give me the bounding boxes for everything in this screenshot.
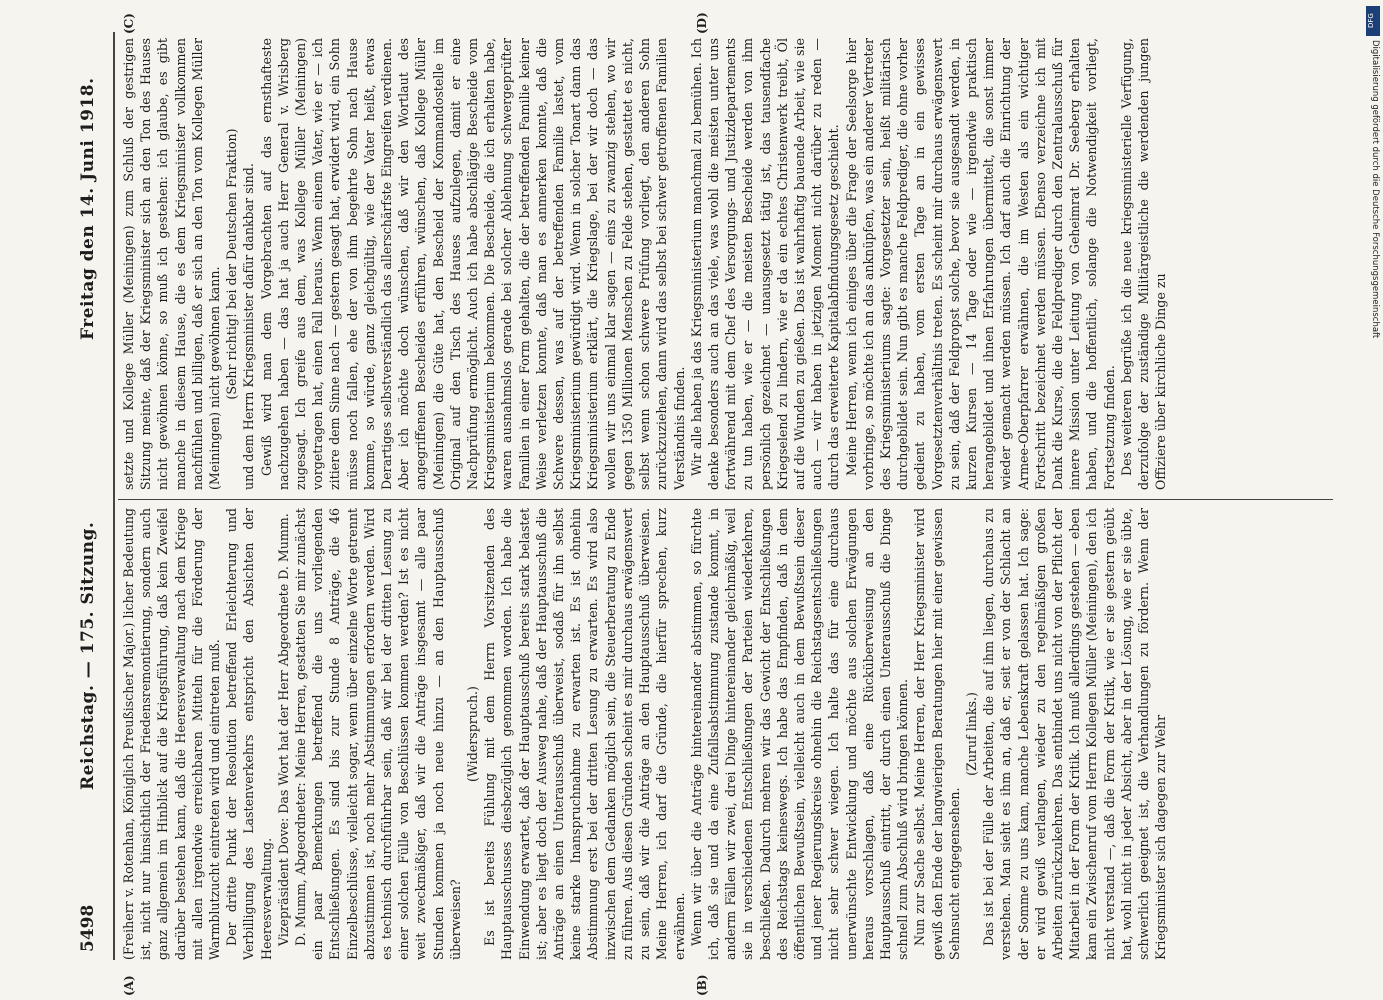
header-rule: [113, 32, 115, 960]
column-divider: [118, 499, 1333, 500]
page-number: 5498: [78, 904, 98, 952]
paragraph: Meine Herren, wenn ich einiges über die Frage der Seelsorge hier vorbringe, so möchte ich an das anknüpfen, was ein anderer Vertreter des Kriegsministeriums sagte: Vorgesetzter sein, heißt militärisch durchgebildet sein. Nun gibt es manche Feldprediger, die ohne vorher gedient zu haben, vom ersten Tage an in ein gewisses Vorgesetztenverhältnis treten. Es scheint mir durchaus erwägenswert zu sein, daß der Feldpropst solche, bevor sie ausgesandt werden, in kurzen Kursen — 14 Tage oder wie — irgendwie praktisch herangebildet und ihnen Erfahrungen übermittelt, die sonst immer wieder gemacht werden müssen. Ich darf auch die Einrichtung der Armee-Oberpfarrer erwähnen, die im Westen als ein wichtiger Fortschritt bezeichnet werden müssen. Ebenso verzeichne ich mit Dank die Kurse, die die Feldprediger durch den Zentralausschuß für innere Mission unter Leitung von Geheimrat Dr. Seeberg erhalten haben, und die hoffentlich, solange die Notwendigkeit vorliegt, Fortsetzung finden.: [843, 38, 1117, 490]
paragraph: setzte und Kollege Müller (Meiningen) zum Schluß der gestrigen Sitzung meinte, daß der Kriegsminister sich an den Ton des Hauses nicht gewöhnen könne, so muß ich gestehen: ich glaube, es gibt manche in diesem Hause, die es dem Kriegsminister vollkommen nachfühlen und billigen, daß er sich an den Ton vom Kollegen Müller (Meiningen) nicht gewöhnen kann.: [121, 38, 223, 490]
interjection: (Zuruf links.): [963, 692, 979, 776]
marker-d: (D): [695, 12, 709, 34]
paragraph: Nun zur Sache selbst. Meine Herren, der Herr Kriegsminister wird gewiß den Ende der langwierigen Beratungen hier mit einer gewissen Sehnsucht entgegensehen.: [912, 508, 962, 960]
funding-note-wrapper: [1368, 40, 1380, 740]
paragraph: Es ist bereits Fühlung mit dem Herrn Vorsitzenden des Hauptausschusses diesbezüglich genommen worden. Ich habe die Einwendung erwartet, daß der Hauptausschuß bereits stark belastet ist; aber es liegt doch der Ausweg nahe, daß der Hauptausschuß die Anträge an einen Unterausschuß überweist, sodaß für ihn selbst keine starke Inanspruchnahme zu erwarten ist. Es ist ohnehin Abstimmung erst bei der dritten Lesung zu erwarten. Es wird also inzwischen dem Gedanken möglich sein, die Steuerberatung zu Ende zu führen. Aus diesen Gründen scheint es mir durchaus erwägenswert zu sein, daß wir die Anträge an den Hauptausschuß überweisen. Meine Herren, ich darf die Gründe, die hierfür sprechen, kurz erwähnen.: [482, 508, 687, 960]
marker-b: (B): [695, 974, 709, 996]
interjection: (Sehr richtig! bei der Deutschen Fraktion): [224, 128, 240, 400]
paragraph: D. Mumm, Abgeordneter: Meine Herren, gestatten Sie mir zunächst ein paar Bemerkungen betreffend die uns vorliegenden Entschließungen. Es sind bis zur Stunde 8 Anträge, die 46 Einzelbeschlüsse, vielleicht sogar, wenn über einzelne Worte getrennt abzustimmen ist, noch mehr Abstimmungen erfordern werden. Wird es technisch durchführbar sein, daß wir bei der dritten Lesung zu einer solchen Fülle von Beschlüssen kommen werden? Ist es nicht weit zweckmäßiger, daß wir die Anträge insgesamt — alle paar Stunden kommen ja noch neue hinzu — an den Hauptausschuß überweisen?: [293, 508, 463, 960]
dfg-logo-text: DFG: [1367, 13, 1375, 29]
paragraph: Gewiß wird man dem Vorgebrachten auf das ernsthafteste nachzugehen haben — das hat ja auch Herr General v. Wrisberg zugesagt. Ich greife aus dem, was Kollege Müller (Meiningen) vorgetragen hat, einen Fall heraus. Wenn einem Vater, wie er — ich zitiere dem Sinne nach — gestern gesagt hat, erwidert wird, ein Sohn müsse noch fallen, ehe der von ihm begehrte Sohn nach Hause komme, so würde, ganz gleichgültig, wie der Vater heißt, etwas Derartiges selbstverständlich das allerschärfste Eingreifen verdienen. Aber ich möchte doch wünschen, daß wir den Wortlaut des angegriffenen Bescheides erführen, wünschen, daß Kollege Müller (Meiningen) die Güte hat, den Bescheid der Kommandostelle im Original auf den Tisch des Hauses aufzulegen, damit er eine Nachprüfung ermöglicht. Auch ich habe abschlägige Bescheide vom Kriegsministerium bekommen. Die Bescheide, die ich erhalten habe, waren ausnahmslos gerade bei solcher Ablehnung schwergeprüfter Familien in einer Form gehalten, die der betreffenden Familie keiner Weise verletzen konnte, daß man es anmerken konnte, daß die Schwere dessen, was auf der betreffenden Familie lastet, vom Kriegsministerium gewürdigt wird. Wenn in solcher Tonart dann das Kriegsministerium erklärt, die Kriegslage, bei der wir doch — das wollen wir uns einmal klar sagen — eins zu zwanzig stehen, wo wir gegen 1350 Millionen Menschen zu Felde stehen, gestattet es nicht, selbst wenn schon schwere Prüfung vorliegt, den anderen Sohn zurückzuziehen, dann wird das selbst bei schwer getroffenen Familien Verständnis finden.: [258, 38, 687, 490]
marker-a: (A): [122, 975, 136, 996]
funding-note: Digitalisierung gefördert durch die Deutsche Forschungsgemeinschaft: [1370, 40, 1380, 339]
paragraph: Vizepräsident Dove: Das Wort hat der Herr Abgeordnete D. Mumm.: [275, 513, 291, 946]
date-title: Freitag den 14. Juni 1918.: [78, 77, 98, 340]
interjection: (Widerspruch.): [465, 686, 481, 782]
paragraph: und dem Herrn Kriegsminister dafür dankbar sind.: [241, 163, 257, 490]
paragraph: Wir alle haben ja das Kriegsministerium manchmal zu bemühen. Ich denke besonders auch an das viele, was wohl die meisten unter uns fortwährend mit dem Chef des Versorgungs- und Justizdepartements zu tun haben, wie er — die meisten Bescheide werden von ihm persönlich gezeichnet — unausgesetzt tätig ist, das tausendfache Kriegselend zu lindern, wie er da ein echtes Christenwerk treibt, Öl auf die Wunden zu gießen. Das ist wahrhaftig bauende Arbeit, wie sie auch — wir haben in jetzigen Moment nicht darüber zu reden — durch das erweiterte Kapitalabfindungsgesetz geschieht.: [688, 38, 842, 490]
marker-c: (C): [122, 13, 136, 34]
paragraph: Wenn wir über die Anträge hintereinander abstimmen, so fürchte ich, daß sie und da eine Zufallsabstimmung zustande kommt, in anderm Fällen wir zwei, drei Dinge hintereinander gleichmäßig, weil sie in verschiedenen Entschließungen der Parteien wiederkehren, beschließen. Dadurch mehren wir das Gewicht der Entschließungen des Reichstags keineswegs. Ich habe das Empfinden, daß in dem öffentlichen Bewußtsein, vielleicht auch in dem Bewußtsein dieser und jener Regierungskreise ohnehin die Reichstagsentschließungen nicht sehr schwer wiegen. Ich halte das für eine durchaus unerwünschte Entwicklung und möchte aus solchen Erwägungen heraus vorschlagen, daß eine Rücküberweisung an den Hauptausschuß eintritt, der durch einen Unterausschuß die Dinge schnell zum Abschluß wird bringen können.: [688, 508, 911, 960]
paragraph: Des weiteren begrüße ich die neue kriegsministerielle Verfügung, derzufolge der zuständige Militärgeistliche die werdenden jungen Offiziere über kirchliche Dinge zu: [1118, 38, 1169, 490]
paragraph: Der dritte Punkt der Resolution betreffend Erleichterung und Verbilligung des Lastenverkehrs entspricht den Absichten der Heeresverwaltung.: [224, 508, 274, 960]
paragraph: (Freiherr v. Rotenhan, Königlich Preußischer Major.) licher Bedeutung ist, nicht nur hinsichtlich der Friedensremontierung, sondern auch ganz allgemein im Hinblick auf die Kriegsführung, daß kein Zweifel darüber bestehen kann, daß die Heeresverwaltung nach dem Kriege mit allen irgendwie erreichbaren Mitteln für die Förderung der Warmblutzucht eintreten wird und eintreten muß.: [121, 508, 223, 960]
column-left: [120, 508, 1335, 960]
paragraph: Das ist bei der Fülle der Arbeiten, die auf ihm liegen, durchaus zu verstehen. Man sieht es ihm an, daß er, seit er von der Schlacht an der Somme zu uns kam, manche Lebenskraft gelassen hat. Ich sage: er wird gewiß verlangen, wieder zu den regelmäßigen großen Arbeiten zurückzukehren. Das entbindet uns nicht von der Pflicht der Mitarbeit in der Form der Kritik. Ich muß allerdings gestehen — eben kam ein Zwischenruf vom Herrn Kollegen Müller (Meiningen), den ich nicht verstand —, daß die Form der Kritik, wie er sie gestern geübt hat, wohl nicht in jeder Absicht, aber in der Lösung, wie er sie übte, schwerlich geeignet ist, die Verhandlungen zu fördern. Wenn der Kriegsminister sich dagegen zur Wehr: [981, 508, 1169, 960]
session-title: Reichstag. — 175. Sitzung.: [78, 521, 98, 790]
page-header: [78, 20, 108, 980]
column-right: [120, 38, 1335, 490]
